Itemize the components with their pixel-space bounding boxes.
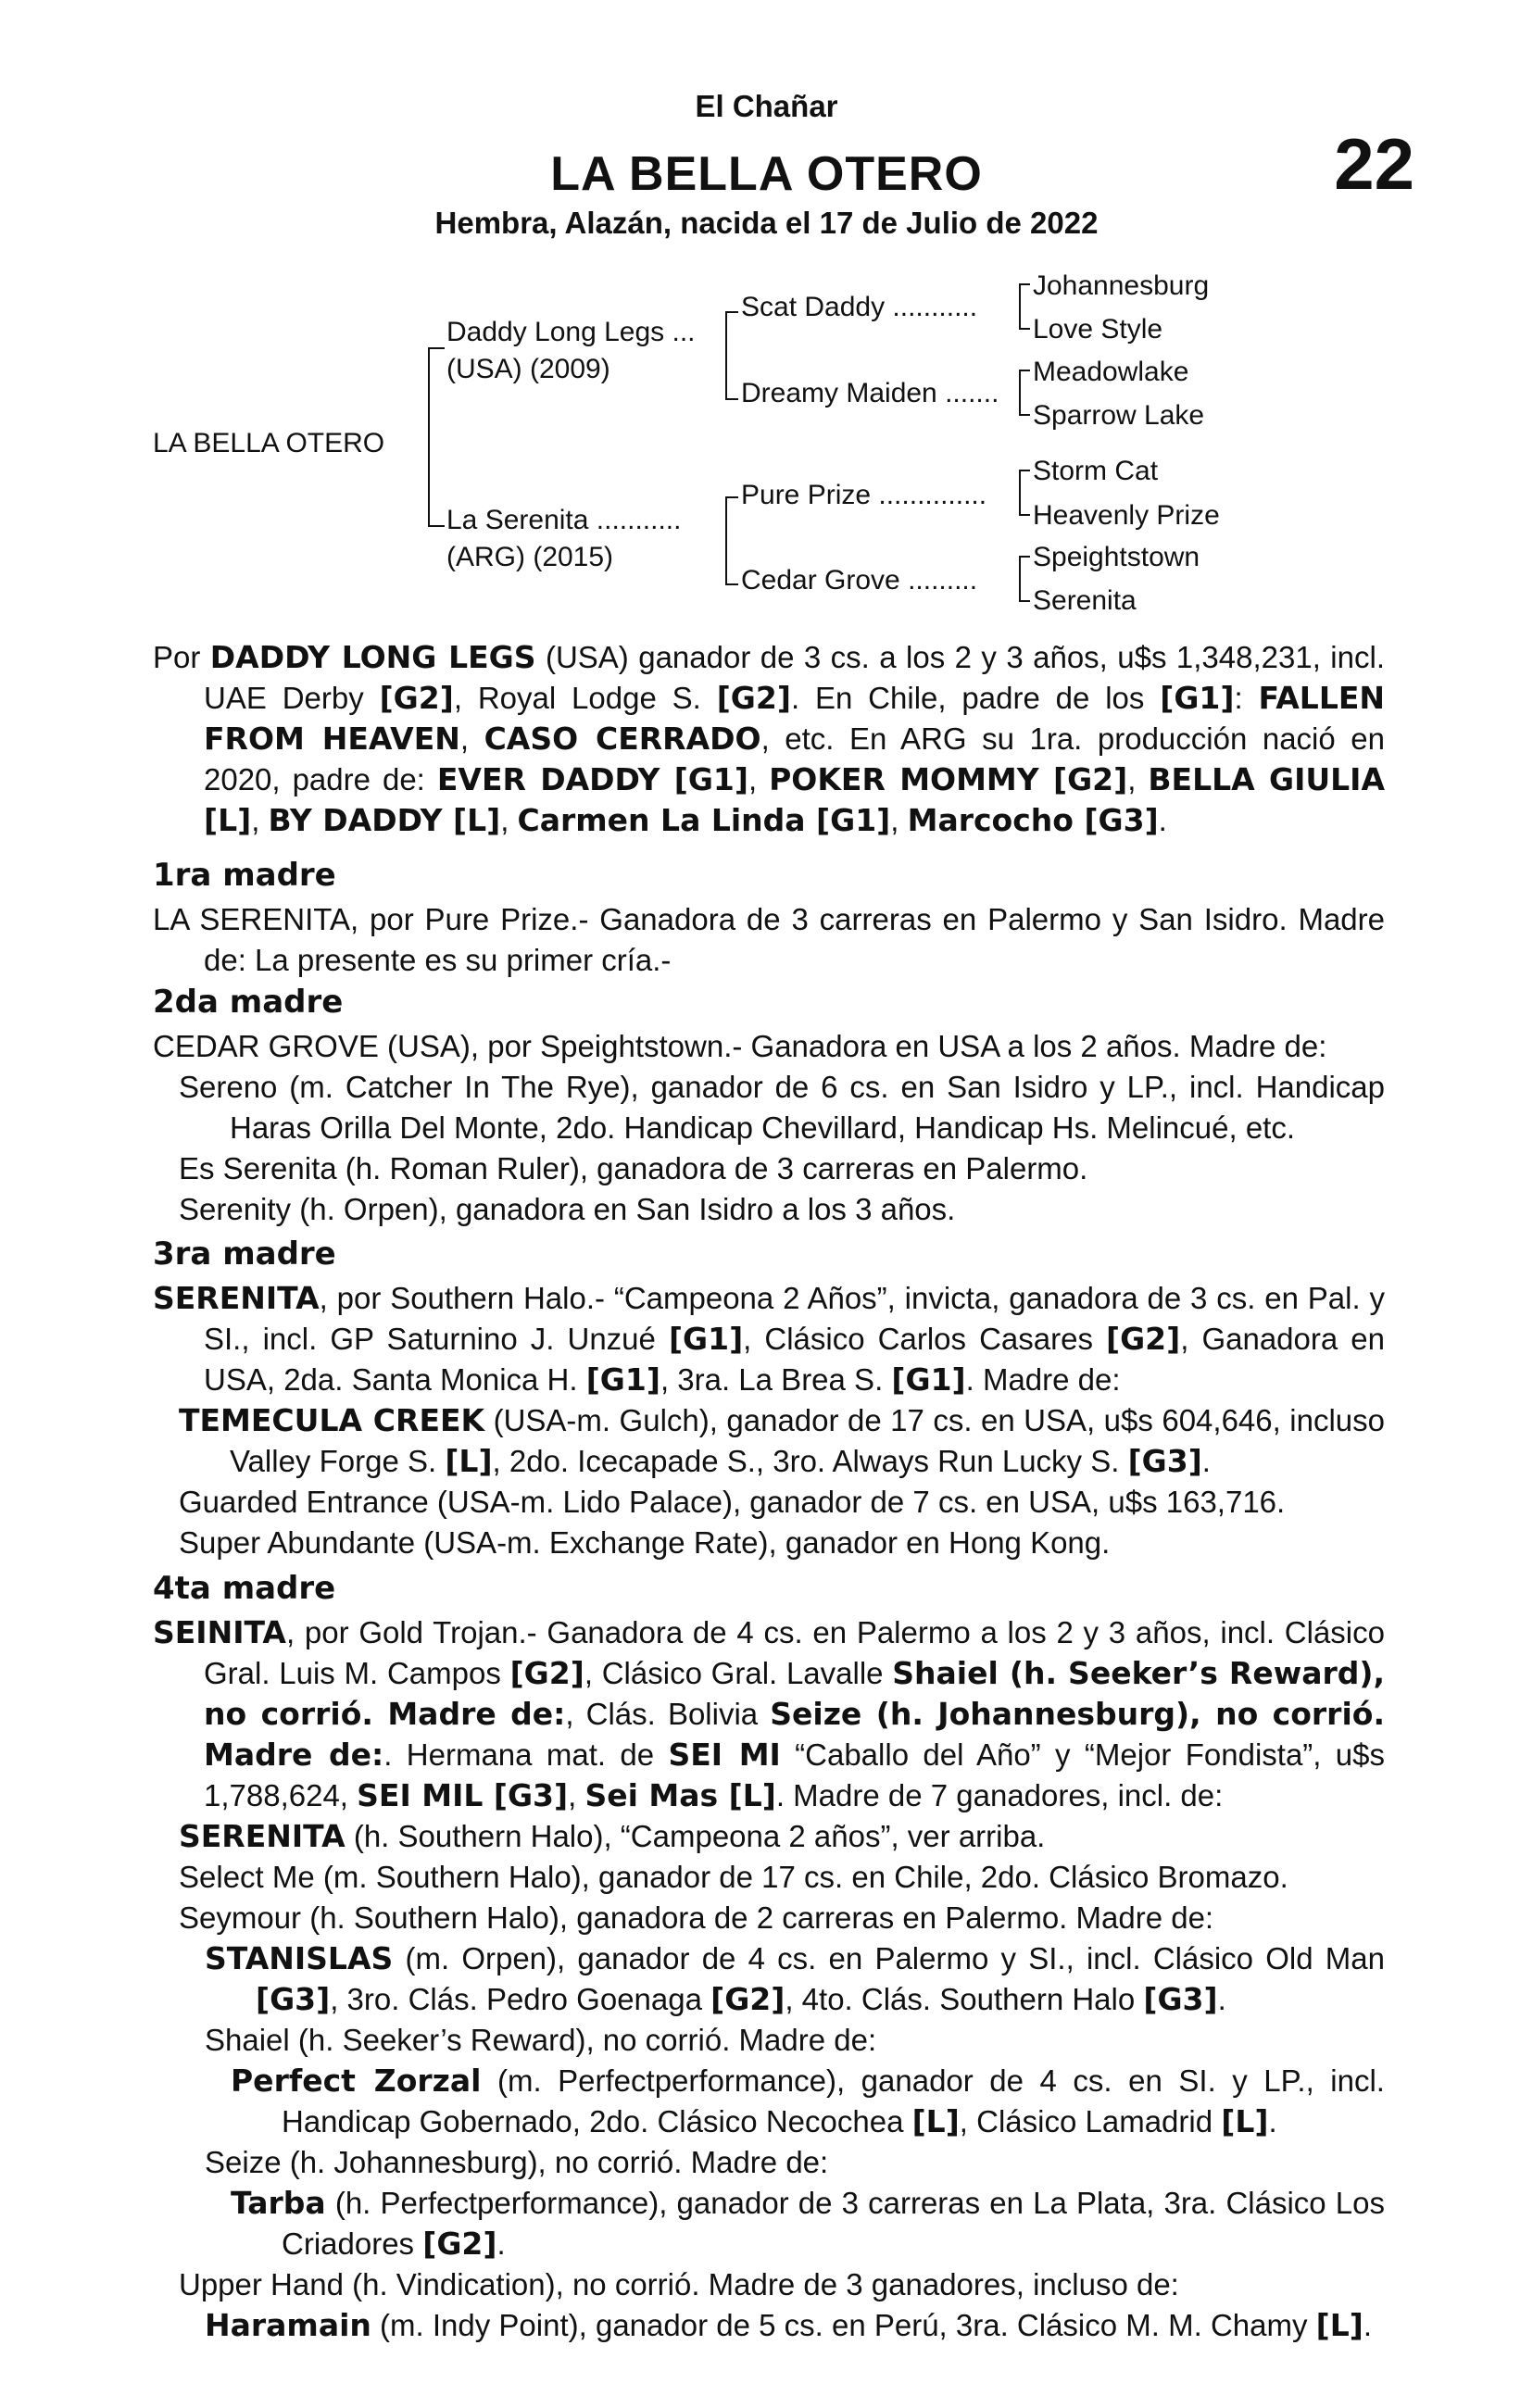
dam3-child-3: Super Abundante (USA-m. Exchange Rate), ganador en Hong Kong. bbox=[179, 1525, 1111, 1560]
horse-name: LA BELLA OTERO bbox=[550, 147, 983, 201]
pedigree-sds: Meadowlake bbox=[1033, 357, 1189, 387]
pedigree-root: LA BELLA OTERO bbox=[153, 428, 385, 458]
dam4-child-1: SERENITA (h. Southern Halo), “Campeona 2 años”, ver arriba. bbox=[179, 1818, 1046, 1854]
dam1-text: LA SERENITA, por Pure Prize.- Ganadora de 3 carreras en Palermo y San Isidro. Madre de: La presente es su primer cría.- bbox=[153, 902, 1385, 977]
heading-dam2: 2da madre bbox=[153, 984, 344, 1021]
dam4-grandchild-4: Haramain (m. Indy Point), ganador de 5 cs. en Perú, 3ra. Clásico M. M. Chamy [L]. bbox=[205, 2307, 1373, 2343]
dam3-text: SERENITA, por Southern Halo.- “Campeona 2 Años”, invicta, ganadora de 3 cs. en Pal. y SI., incl. GP Saturnino J. Unzué [G1], Clásico Carlos Casares [G2], Ganadora en USA, 2da. Santa Monica H. [G1], 3ra. La Brea S. [G1]. Madre de: TEMECULA CREEK (USA-m. Gulch), ganador de 17 cs. en USA, u$s 604,646, incluso Valley Forge S. [L], 2do. Icecapade S., 3ro. Always Run Lucky S. [G3]. Guarded Entrance (USA-m. Lido Palace), ganador de 7 cs. en USA, u$s 163,716. Super Abundante (USA-m. Exchange Rate), ganador en Hong Kong. bbox=[153, 1278, 1385, 1563]
bracket-gen3-1 bbox=[1019, 283, 1030, 330]
dam4-grandchild-1: STANISLAS (m. Orpen), ganador de 4 cs. en Palermo y SI., incl. Clásico Old Man [G3], 3ro. Clás. Pedro Goenaga [G2], 4to. Clás. Southern Halo [G3]. bbox=[205, 1940, 1385, 2017]
heading-dam1: 1ra madre bbox=[153, 857, 336, 894]
pedigree-sd: Dreamy Maiden ....... bbox=[741, 378, 999, 408]
pedigree-sire-origin: (USA) (2009) bbox=[446, 354, 610, 384]
pedigree-dd: Cedar Grove ......... bbox=[741, 565, 978, 596]
dam3-child-1: TEMECULA CREEK (USA-m. Gulch), ganador de 17 cs. en USA, u$s 604,646, incluso Valley Forge S. [L], 2do. Icecapade S., 3ro. Always Run Lucky S. [G3]. bbox=[179, 1402, 1385, 1479]
bracket-gen2-sire bbox=[725, 311, 738, 400]
pedigree-sire: Daddy Long Legs ... bbox=[446, 317, 696, 347]
bracket-gen3-2 bbox=[1019, 370, 1030, 416]
dam4-grandchild-2: Shaiel (h. Seeker’s Reward), no corrió. Madre de: bbox=[205, 2023, 877, 2057]
pedigree-ds: Pure Prize .............. bbox=[741, 480, 987, 510]
pedigree-ss: Scat Daddy ........... bbox=[741, 292, 978, 322]
dam2-child-3: Serenity (h. Orpen), ganadora en San Isidro a los 3 años. bbox=[179, 1192, 956, 1226]
pedigree-ssd: Love Style bbox=[1033, 314, 1163, 345]
pedigree-ddd: Serenita bbox=[1033, 585, 1137, 616]
dam4-text: SEINITA, por Gold Trojan.- Ganadora de 4 cs. en Palermo a los 2 y 3 años, incl. Clásico Gral. Luis M. Campos [G2], Clásico Gral. Lavalle Shaiel (h. Seeker’s Reward), no corrió. Madre de:, Clás. Bolivia Seize (h. Johannesburg), no corrió. Madre de:. Hermana mat. de SEI MI “Caballo del Año” y “Mejor Fondista”, u$s 1,788,624, SEI MIL [G3], Sei Mas [L]. Madre de 7 ganadores, incl. de: SERENITA (h. Southern Halo), “Campeona 2 años”, ver arriba. Select Me (m. Southern Halo), ganador de 17 cs. en Chile, 2do. Clásico Bromazo. Seymour (h. Southern Halo), ganadora de 2 carreras en Palermo. Madre de: STANISLAS (m. Orpen), ganador de 4 cs. en Palermo y SI., incl. Clásico Old Man [G3], 3ro. Clás. Pedro Goenaga [G2], 4to. Clás. Southern Halo [G3]. Shaiel (h. Seeker’s Reward), no corrió. Madre de: Perfect Zorzal (m. Perfectperformance), ganador de 4 cs. en SI. y LP., incl. Handicap Gobernado, 2do. Clásico Necochea [L], Clásico Lamadrid [L]. Seize (h. Johannesburg), no corrió. Madre de: Tarba (h. Perfectperformance), ganador de 3 carreras en La Plata, 3ra. Clásico Los Criadores [G2]. Upper Hand (h. Vindication), no corrió. Madre de 3 ganadores, incluso de: Haramain (m. Indy Point), ganador de 5 cs. en Perú, 3ra. Clásico M. M. Chamy [L]. bbox=[153, 1612, 1385, 2346]
pedigree-sdd: Sparrow Lake bbox=[1033, 400, 1205, 431]
dam4-greatgrandchild-2: Tarba (h. Perfectperformance), ganador de 3 carreras en La Plata, 3ra. Clásico Los Criadores [G2]. bbox=[231, 2185, 1385, 2262]
pedigree-dsd: Heavenly Prize bbox=[1033, 500, 1220, 531]
dam4-child-4: Upper Hand (h. Vindication), no corrió. Madre de 3 ganadores, incluso de: bbox=[179, 2267, 1179, 2301]
dam2-text: CEDAR GROVE (USA), por Speightstown.- Ganadora en USA a los 2 años. Madre de: Sereno (m. Catcher In The Rye), ganador de 6 cs. en San Isidro y LP., incl. Handicap Haras Orilla Del Monte, 2do. Handicap Chevillard, Handicap Hs. Melincué, etc. Es Serenita (h. Roman Ruler), ganadora de 3 carreras en Palermo. Serenity (h. Orpen), ganadora en San Isidro a los 3 años. bbox=[153, 1026, 1385, 1230]
heading-dam3: 3ra madre bbox=[153, 1235, 336, 1273]
dam3-child-2: Guarded Entrance (USA-m. Lido Palace), ganador de 7 cs. en USA, u$s 163,716. bbox=[179, 1485, 1286, 1519]
bracket-gen1 bbox=[428, 347, 445, 527]
bracket-gen3-4 bbox=[1019, 556, 1030, 602]
farm-name: El Chañar bbox=[695, 89, 838, 123]
bracket-gen3-3 bbox=[1019, 470, 1030, 516]
dam4-grandchild-3: Seize (h. Johannesburg), no corrió. Madre de: bbox=[205, 2145, 829, 2179]
pedigree-dds: Speightstown bbox=[1033, 542, 1200, 572]
lot-number: 22 bbox=[1334, 123, 1414, 205]
horse-subtitle: Hembra, Alazán, nacida el 17 de Julio de 2022 bbox=[434, 206, 1099, 240]
dam4-greatgrandchild-1: Perfect Zorzal (m. Perfectperformance), ganador de 4 cs. en SI. y LP., incl. Handicap Gobernado, 2do. Clásico Necochea [L], Clásico Lamadrid [L]. bbox=[231, 2063, 1385, 2139]
sire-paragraph: Por DADDY LONG LEGS (USA) ganador de 3 cs. a los 2 y 3 años, u$s 1,348,231, incl. UAE Derby [G2], Royal Lodge S. [G2]. En Chile, padre de los [G1]: FALLEN FROM HEAVEN, CASO CERRADO, etc. En ARG su 1ra. producción nació en 2020, padre de: EVER DADDY [G1], POKER MOMMY [G2], BELLA GIULIA [L], BY DADDY [L], Carmen La Linda [G1], Marcocho [G3]. bbox=[153, 639, 1386, 838]
dam2-child-1: Sereno (m. Catcher In The Rye), ganador de 6 cs. en San Isidro y LP., incl. Handicap Haras Orilla Del Monte, 2do. Handicap Chevillard, Handicap Hs. Melincué, etc. bbox=[179, 1070, 1385, 1145]
pedigree-dam: La Serenita ........... bbox=[446, 505, 682, 535]
pedigree-sss: Johannesburg bbox=[1033, 270, 1210, 301]
dam4-child-2: Select Me (m. Southern Halo), ganador de 17 cs. en Chile, 2do. Clásico Bromazo. bbox=[179, 1860, 1288, 1894]
bracket-gen2-dam bbox=[725, 496, 738, 585]
heading-dam4: 4ta madre bbox=[153, 1570, 336, 1607]
dam2-child-2: Es Serenita (h. Roman Ruler), ganadora de 3 carreras en Palermo. bbox=[179, 1151, 1088, 1185]
dam4-child-3: Seymour (h. Southern Halo), ganadora de 2 carreras en Palermo. Madre de: bbox=[179, 1900, 1214, 1935]
pedigree-dss: Storm Cat bbox=[1033, 456, 1159, 486]
pedigree-dam-origin: (ARG) (2015) bbox=[446, 542, 614, 572]
